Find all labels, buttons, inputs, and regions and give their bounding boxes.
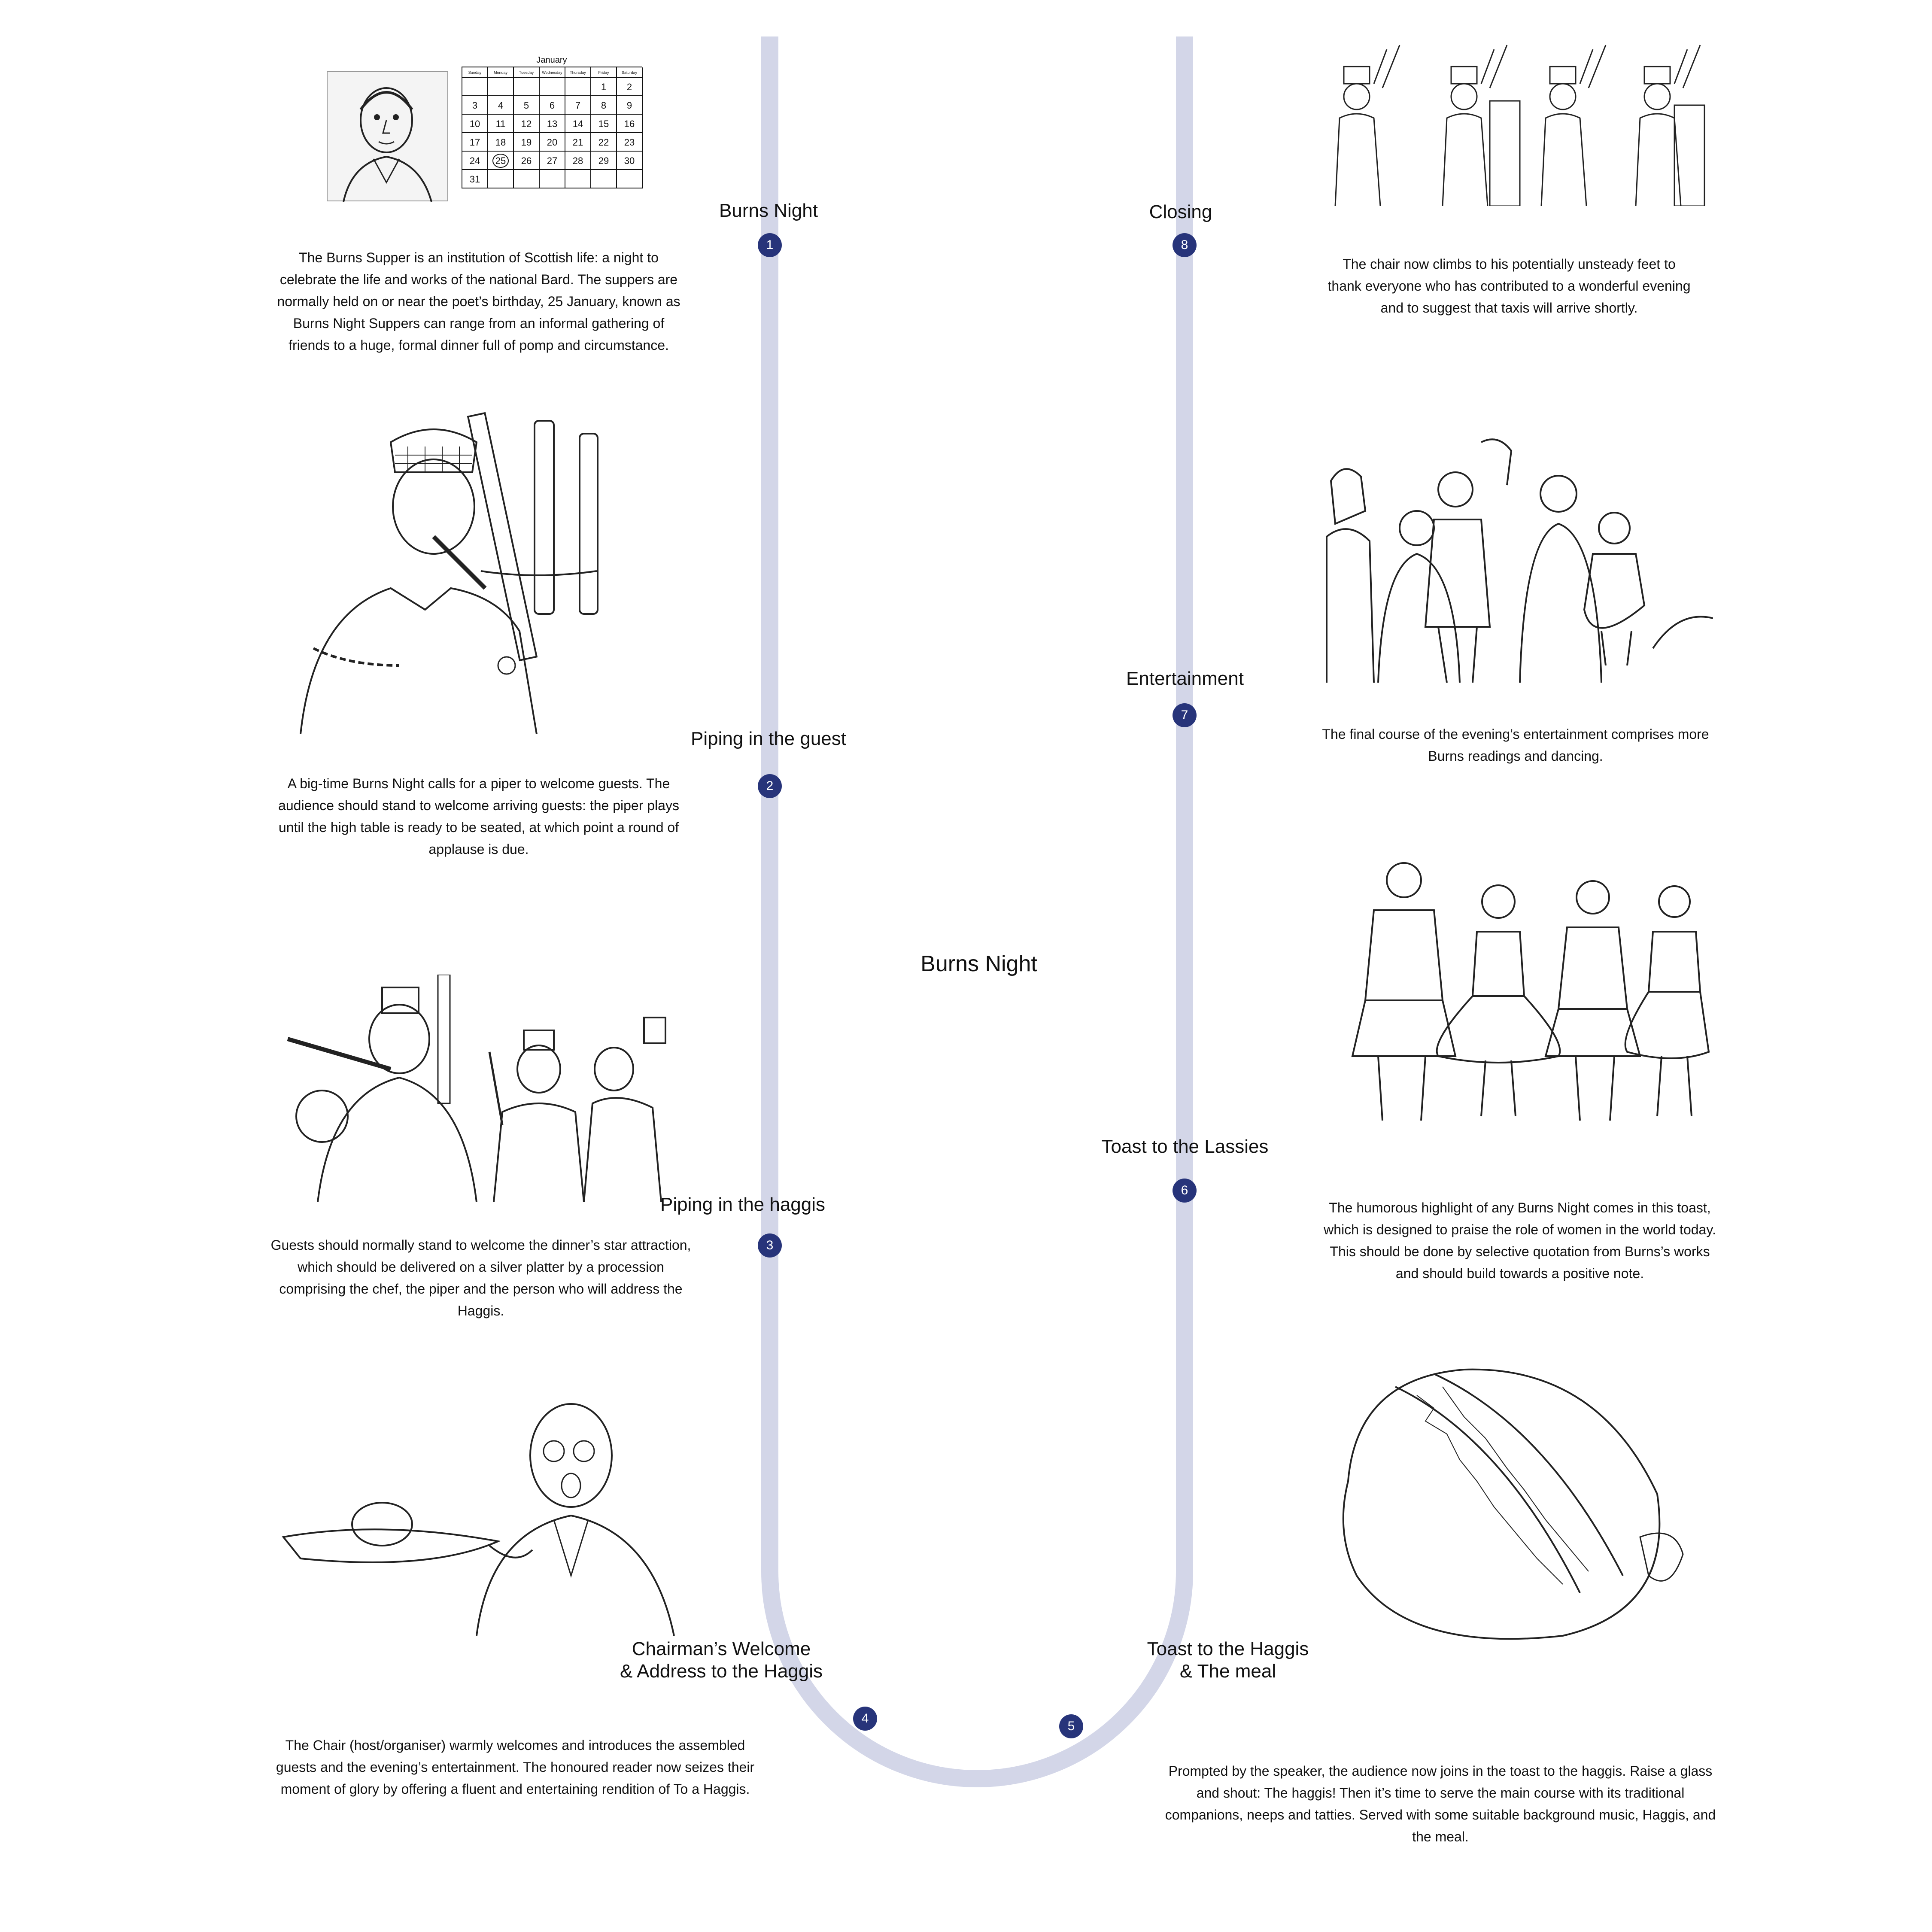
calendar-day: 30 — [617, 152, 643, 170]
calendar-day-circled: 25 — [492, 154, 509, 168]
step-1-marker: 1 — [758, 233, 782, 257]
haggis-procession-illustration — [275, 975, 687, 1202]
calendar-day: 15 — [591, 115, 617, 133]
calendar-day: 23 — [617, 133, 643, 152]
step-4-title: Chairman’s Welcome & Address to the Haggis — [620, 1638, 823, 1682]
calendar-day: 8 — [591, 96, 617, 115]
burns-portrait-illustration — [326, 71, 449, 202]
step-7-description: The final course of the evening’s entertainment comprises more Burns readings and dancing. — [1322, 726, 1709, 764]
calendar-day: 28 — [565, 152, 591, 170]
step-5-marker: 5 — [1059, 1714, 1083, 1738]
calendar-day: 18 — [488, 133, 514, 152]
step-5-title: Toast to the Haggis & The meal — [1147, 1638, 1309, 1682]
calendar-day: 24 — [462, 152, 488, 170]
calendar-weekday: Tuesday — [514, 67, 540, 78]
step-3-title: Piping in the haggis — [660, 1194, 826, 1215]
january-calendar — [462, 54, 642, 193]
step-6-marker: 6 — [1173, 1179, 1197, 1203]
calendar-day: 14 — [565, 115, 591, 133]
calendar-day — [565, 78, 591, 96]
calendar-day: 29 — [591, 152, 617, 170]
calendar-day: 3 — [462, 96, 488, 115]
step-7-marker: 7 — [1173, 703, 1197, 727]
haggis-illustration — [1322, 1352, 1700, 1644]
calendar-day: 16 — [617, 115, 643, 133]
step-2-description: A big-time Burns Night calls for a piper to welcome guests. The audience should stand to welcome arriving guests: the piper plays until the high table is ready to be seated, at which point a round of applause is due. — [278, 776, 679, 857]
diagram-title: Burns Night — [920, 951, 1037, 976]
calendar-weekday: Saturday — [617, 67, 643, 78]
calendar-weekday: Monday — [488, 67, 514, 78]
calendar-weekday: Thursday — [565, 67, 591, 78]
step-8-marker: 8 — [1173, 233, 1197, 257]
pipe-band-illustration — [1318, 41, 1717, 206]
calendar-day — [540, 78, 565, 96]
calendar-weekday: Friday — [591, 67, 617, 78]
calendar-weekday: Sunday — [462, 67, 488, 78]
calendar-day: 4 — [488, 96, 514, 115]
calendar-day — [565, 170, 591, 188]
calendar-day: 19 — [514, 133, 540, 152]
step-1-title: Burns Night — [719, 200, 818, 221]
calendar-day — [591, 170, 617, 188]
calendar-day: 5 — [514, 96, 540, 115]
calendar-weekday: Wednesday — [540, 67, 565, 78]
step-8-title: Closing — [1149, 201, 1212, 222]
calendar-day — [514, 170, 540, 188]
calendar-day — [540, 170, 565, 188]
calendar-month: January — [536, 55, 567, 65]
step-3-description: Guests should normally stand to welcome the dinner’s star attraction, which should be delivered on a silver platter by a procession comprising the chef, the piper and the person who will address the Haggis. — [270, 1237, 691, 1318]
step-3-marker: 3 — [758, 1233, 782, 1258]
step-2-title: Piping in the guest — [690, 728, 847, 749]
calendar-day: 20 — [540, 133, 565, 152]
ceilidh-illustration — [1318, 425, 1713, 683]
calendar-day: 22 — [591, 133, 617, 152]
step-4-description: The Chair (host/organiser) warmly welcomes and introduces the assembled guests and the evening’s entertainment. The honoured reader now seizes their moment of glory by offering a fluent and entertaining rendition of To a Haggis. — [276, 1738, 755, 1797]
calendar-day: 11 — [488, 115, 514, 133]
calendar-day: 1 — [591, 78, 617, 96]
calendar-day: 7 — [565, 96, 591, 115]
calendar-day: 26 — [514, 152, 540, 170]
calendar-day — [488, 78, 514, 96]
step-7-title: Entertainment — [1126, 668, 1244, 689]
step-8-description: The chair now climbs to his potentially unsteady feet to thank everyone who has contributed to a wonderful evening and to suggest that taxis will arrive shortly. — [1327, 256, 1691, 316]
calendar-day: 31 — [462, 170, 488, 188]
step-5-description: Prompted by the speaker, the audience now joins in the toast to the haggis. Raise a glass and shout: The haggis! Then it’s time to serve the main course with its traditional companions, neeps and tatties. Served with some suitable background music, Haggis, and the meal. — [1165, 1763, 1716, 1844]
dancers-illustration — [1318, 854, 1713, 1133]
calendar-grid — [462, 67, 642, 188]
piper-illustration — [296, 408, 674, 734]
step-6-title: Toast to the Lassies — [1101, 1136, 1269, 1157]
step-1-description: The Burns Supper is an institution of Scottish life: a night to celebrate the life and works of the national Bard. The suppers are normally held on or near the poet’s birthday, 25 January, known as Burns Night Suppers can range from an informal gathering of friends to a huge, formal dinner full of pomp and circumstance. — [277, 250, 680, 353]
calendar-day — [488, 152, 514, 170]
calendar-day: 9 — [617, 96, 643, 115]
calendar-day: 6 — [540, 96, 565, 115]
calendar-day: 10 — [462, 115, 488, 133]
step-4-marker: 4 — [853, 1707, 877, 1731]
step-6-description: The humorous highlight of any Burns Night comes in this toast, which is designed to praise the role of women in the world today. This should be done by selective quotation from Burns’s works and should build towards a positive note. — [1324, 1200, 1716, 1281]
step-2-marker: 2 — [758, 774, 782, 798]
chairman-illustration — [275, 1395, 691, 1636]
calendar-day: 2 — [617, 78, 643, 96]
calendar-day — [514, 78, 540, 96]
calendar-day: 12 — [514, 115, 540, 133]
calendar-day: 13 — [540, 115, 565, 133]
calendar-day — [617, 170, 643, 188]
calendar-day — [488, 170, 514, 188]
calendar-day: 27 — [540, 152, 565, 170]
calendar-day: 21 — [565, 133, 591, 152]
calendar-day — [462, 78, 488, 96]
calendar-day: 17 — [462, 133, 488, 152]
